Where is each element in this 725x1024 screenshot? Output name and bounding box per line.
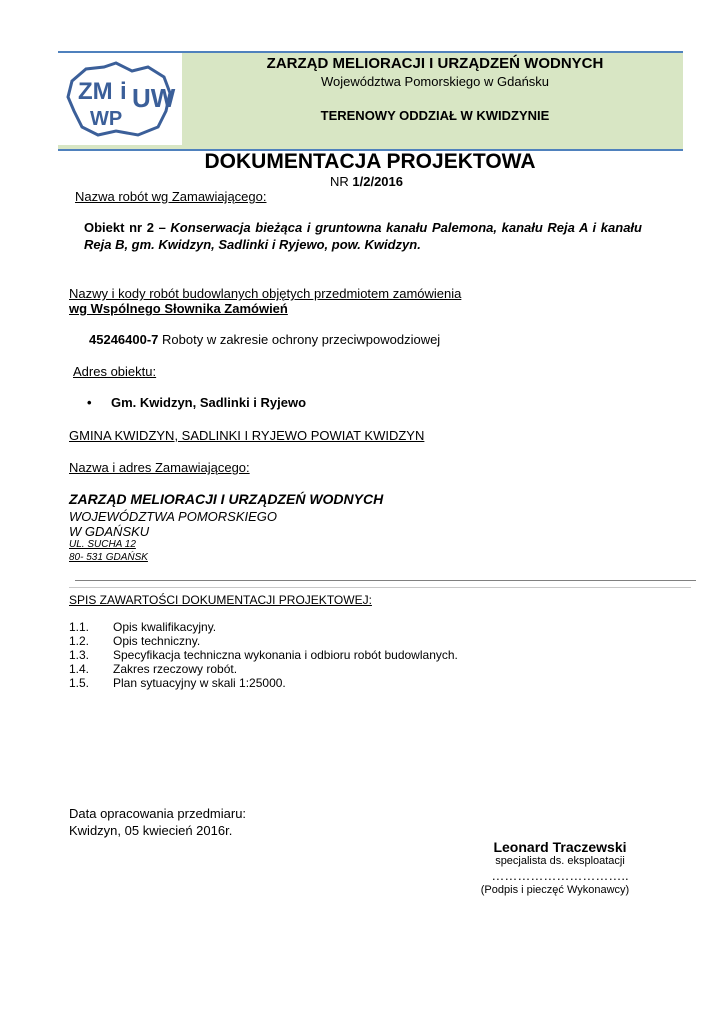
signatory-role: specjalista ds. eksploatacji <box>495 855 625 867</box>
svg-text:i: i <box>120 78 127 105</box>
svg-text:UW: UW <box>132 83 176 113</box>
logo-map-icon <box>64 59 176 139</box>
document-title: DOKUMENTACJA PROJEKTOWA <box>204 150 536 173</box>
toc-list <box>69 620 458 690</box>
customer-name: ZARZĄD MELIORACJI I URZĄDZEŃ WODNYCH <box>69 491 384 507</box>
works-label: Nazwa robót wg Zamawiającego: <box>75 189 267 204</box>
customer-line3: W GDAŃSKU <box>69 524 150 539</box>
header-org-sub: Województwa Pomorskiego w Gdańsku <box>320 74 550 89</box>
divider <box>75 580 696 581</box>
signature-line: ………………………….. <box>491 868 629 883</box>
customer-line2: WOJEWÓDZTWA POMORSKIEGO <box>69 509 277 524</box>
address-list-item: • Gm. Kwidzyn, Sadlinki i Ryjewo <box>87 395 307 410</box>
date-label: Data opracowania przedmiaru: <box>69 806 247 821</box>
toc-item: 1.5. Plan sytuacyjny w skali 1:25000. <box>69 676 286 690</box>
cpv-label-line1: Nazwy i kody robót budowlanych objętych przedmiotem zamówienia <box>69 286 462 301</box>
signatory-name: Leonard Traczewski <box>493 839 627 855</box>
customer-label: Nazwa i adres Zamawiającego: <box>69 460 250 475</box>
customer-street: UL. SUCHA 12 <box>69 539 136 550</box>
toc-item: 1.2. Opis techniczny. <box>69 634 201 648</box>
address-full: GMINA KWIDZYN, SADLINKI I RYJEWO POWIAT KWIDZYN <box>69 428 425 443</box>
customer-city: 80- 531 GDAŃSK <box>69 552 148 563</box>
header-org-name: ZARZĄD MELIORACJI I URZĄDZEŃ WODNYCH <box>266 55 604 72</box>
date-value: Kwidzyn, 05 kwiecień 2016r. <box>69 823 233 838</box>
signature-caption: (Podpis i pieczęć Wykonawcy) <box>480 884 630 896</box>
divider <box>69 587 691 588</box>
object-description: Obiekt nr 2 – Konserwacja bieżąca i gruntowna kanału Palemona, kanału Reja A i kanału Reja B, gm. Kwidzyn, Sadlinki i Ryjewo, pow. Kwidzyn. <box>84 220 642 252</box>
svg-text:ZM: ZM <box>78 78 113 105</box>
cpv-label-line2: wg Wspólnego Słownika Zamówień <box>69 301 288 316</box>
document-number: NR 1/2/2016 <box>330 174 403 189</box>
toc-item: 1.1. Opis kwalifikacyjny. <box>69 620 217 634</box>
bullet-icon: • <box>87 395 92 410</box>
toc-item: 1.3. Specyfikacja techniczna wykonania i odbioru robót budowlanych. <box>69 648 458 662</box>
svg-text:WP: WP <box>90 108 123 130</box>
organization-logo <box>58 53 182 145</box>
toc-item: 1.4. Zakres rzeczowy robót. <box>69 662 238 676</box>
cpv-code-line: 45246400-7 Roboty w zakresie ochrony przeciwpowodziowej <box>89 332 441 347</box>
address-label: Adres obiektu: <box>73 364 157 379</box>
toc-title: SPIS ZAWARTOŚCI DOKUMENTACJI PROJEKTOWEJ: <box>69 593 372 607</box>
header-unit: TERENOWY ODDZIAŁ W KWIDZYNIE <box>320 108 550 123</box>
